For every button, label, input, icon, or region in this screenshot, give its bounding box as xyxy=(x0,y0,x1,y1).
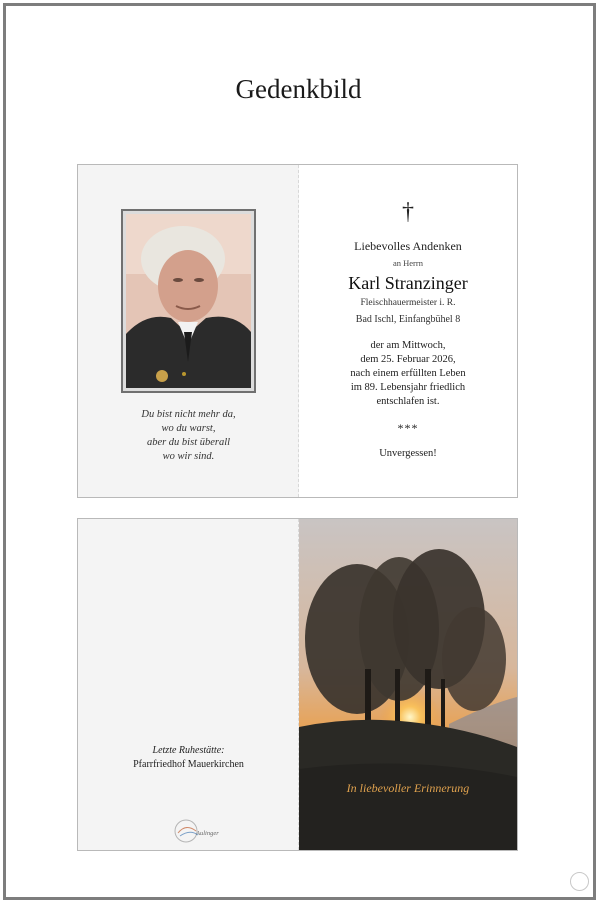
poem-line: aber du bist überall xyxy=(146,437,231,448)
poem xyxy=(78,408,299,464)
sunset-trees-image xyxy=(299,519,517,850)
intro-text: Liebevolles Andenken xyxy=(354,239,462,253)
death-line: nach einem erfüllten Leben xyxy=(350,368,466,379)
cross-icon: † xyxy=(402,199,414,225)
memorial-card-front xyxy=(77,164,518,498)
occupation-text: Fleischhauermeister i. R. xyxy=(360,298,456,308)
death-line: dem 25. Februar 2026, xyxy=(360,354,456,365)
poem-line: Du bist nicht mehr da, xyxy=(141,409,236,420)
page-title: Gedenkbild xyxy=(235,74,362,104)
resting-place-label: Letzte Ruhestätte: xyxy=(152,745,225,756)
card-back-right-panel xyxy=(299,519,517,850)
portrait-photo-frame xyxy=(121,209,256,393)
death-line: der am Mittwoch, xyxy=(370,340,446,351)
remembrance-caption: In liebevoller Erinnerung xyxy=(346,781,470,795)
memorial-card-back xyxy=(77,518,518,851)
closing-text: Unvergessen! xyxy=(379,448,437,459)
poem-line: wo wir sind. xyxy=(162,451,215,462)
resting-place-name: Pfarrfriedhof Mauerkirchen xyxy=(133,759,244,770)
death-notice xyxy=(299,339,517,409)
death-line: entschlafen ist. xyxy=(376,396,440,407)
card-front-left-panel xyxy=(78,165,299,497)
deceased-name: Karl Stranzinger xyxy=(348,273,468,293)
logo-text: Aulinger xyxy=(196,830,219,837)
address-text: Bad Ischl, Einfangbühel 8 xyxy=(355,314,461,325)
salutation-text: an Herrn xyxy=(393,258,423,268)
death-line: im 89. Lebensjahr friedlich xyxy=(350,382,466,393)
scroll-indicator-icon[interactable] xyxy=(570,872,589,891)
poem-line: wo du warst, xyxy=(161,423,216,434)
card-front-right-panel xyxy=(299,165,517,497)
divider-stars: *** xyxy=(397,421,419,435)
portrait-photo xyxy=(126,214,251,388)
card-back-left-panel xyxy=(78,519,299,850)
